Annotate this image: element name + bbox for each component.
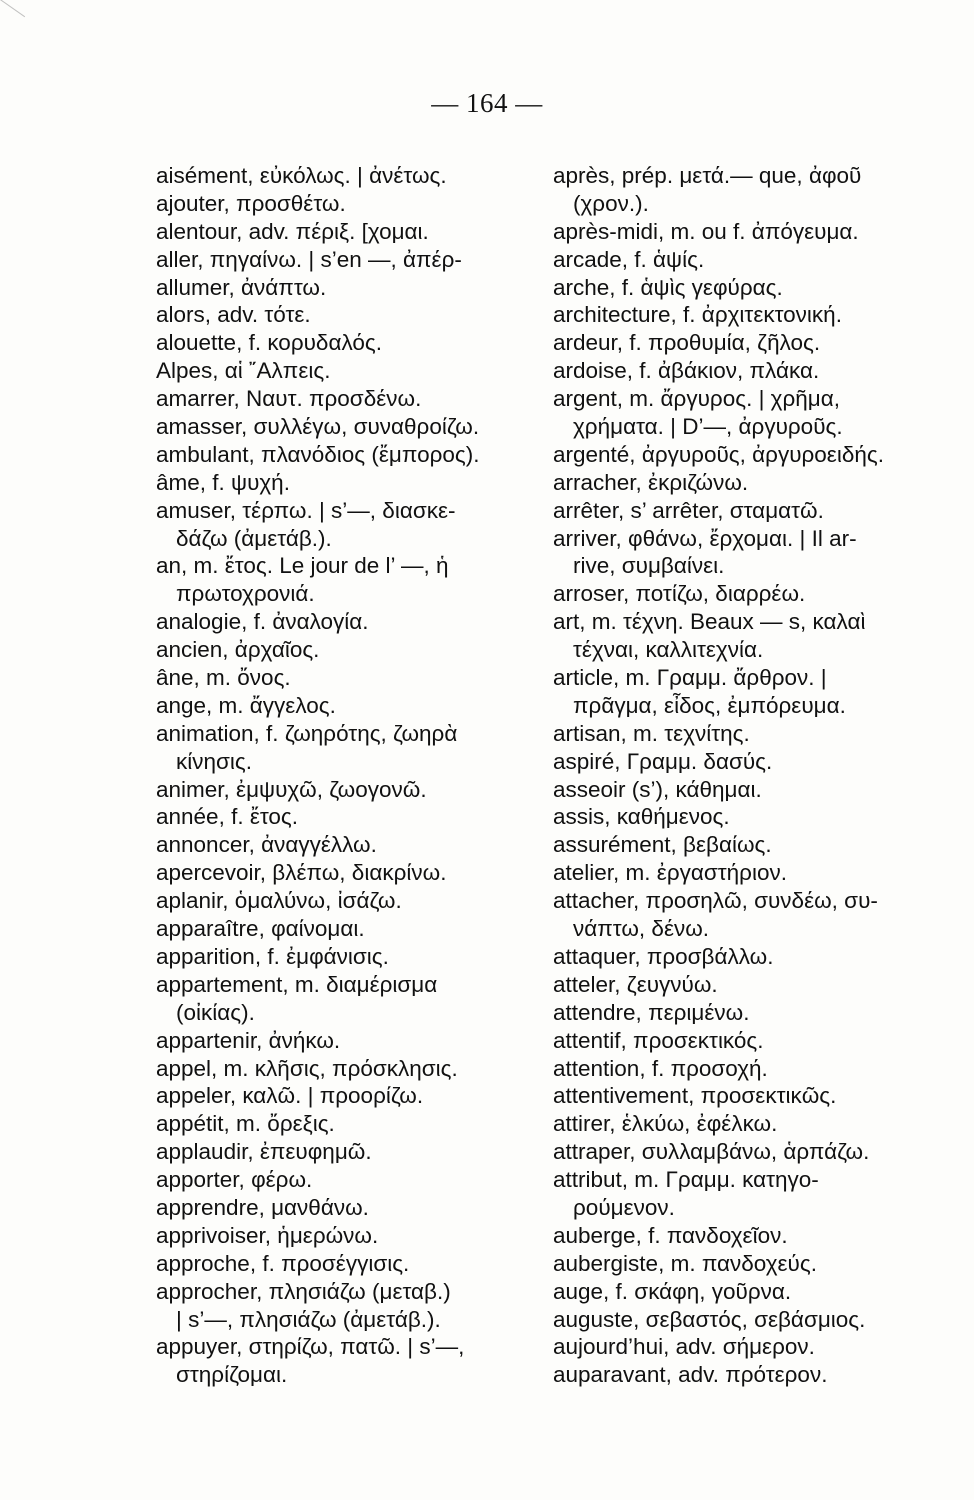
left-entry-line: apprivoiser, ἡμερώνω.: [156, 1222, 379, 1248]
right-entry-line: aubergiste, m. πανδοχεύς.: [553, 1250, 817, 1276]
left-entry-line: apporter, φέρω.: [156, 1167, 313, 1193]
right-entry-line: assis, καθήμενος.: [553, 804, 730, 830]
right-entry-line: arroser, ποτίζω, διαρρέω.: [553, 581, 806, 607]
left-entry-line: alouette, f. κορυδαλός.: [156, 330, 382, 356]
right-entry-line: arrêter, s’ arrêter, σταματῶ.: [553, 497, 824, 523]
left-entry-line: animer, ἐμψυχῶ, ζωογονῶ.: [156, 776, 427, 802]
right-entry-line: attaquer, προσβάλλω.: [553, 943, 774, 969]
page-number: — 164 —: [431, 88, 543, 118]
page-corner-mark: [0, 0, 42, 17]
left-entry-line: annoncer, ἀναγγέλλω.: [156, 832, 377, 858]
left-entry-line: appartement, m. διαμέρισμα: [156, 971, 438, 997]
left-entry-line: approcher, πλησιάζω (μεταβ.): [156, 1278, 451, 1304]
right-entry-line: πρᾶγμα, εἶδος, ἐμπόρευμα.: [573, 692, 846, 718]
right-entry-line: ρούμενον.: [573, 1194, 675, 1220]
right-entry-line: arriver, φθάνω, ἔρχομαι. | Il ar-: [553, 525, 857, 551]
right-entry-line: arracher, ἐκριζώνω.: [553, 469, 749, 495]
left-entry-line: apparaître, φαίνομαι.: [156, 916, 365, 942]
right-entry-line: τέχναι, καλλιτεχνία.: [573, 637, 764, 663]
right-entry-line: attraper, συλλαμβάνω, ἁρπάζω.: [553, 1139, 870, 1165]
right-entry-line: auguste, σεβαστός, σεβάσμιος.: [553, 1306, 866, 1332]
left-entry-line: an, m. ἔτος. Le jour de l’ —, ἡ: [156, 553, 449, 579]
right-entry-line: après-midi, m. ou f. ἀπόγευμα.: [553, 218, 859, 244]
right-entry-line: argenté, ἀργυροῦς, ἀργυροειδής.: [553, 441, 884, 467]
right-entry-line: auparavant, adv. πρότερον.: [553, 1362, 828, 1388]
right-entry-line: auberge, f. πανδοχεῖον.: [553, 1222, 788, 1248]
left-entry-line: στηρίζομαι.: [176, 1362, 288, 1388]
left-entry-line: amuser, τέρπω. | s’—, διασκε-: [156, 497, 456, 523]
right-entry-line: article, m. Γραμμ. ἄρθρον. |: [553, 665, 827, 691]
left-entry-line: âme, f. ψυχή.: [156, 469, 290, 495]
left-entry-line: alors, adv. τότε.: [156, 302, 311, 328]
right-entry-line: attention, f. προσοχή.: [553, 1055, 768, 1081]
left-entry-line: aisément, εὐκόλως. | ἀνέτως.: [156, 163, 447, 188]
left-entry-line: année, f. ἔτος.: [156, 804, 299, 830]
right-entry-line: atelier, m. ἐργαστήριον.: [553, 860, 787, 886]
left-entry-line: ambulant, πλανόδιος (ἔμπορος).: [156, 441, 480, 467]
left-entry-line: | s’—, πλησιάζω (ἀμετάβ.).: [176, 1306, 441, 1332]
right-entry-line: attirer, ἑλκύω, ἐφέλκω.: [553, 1111, 778, 1137]
right-entry-line: atteler, ζευγνύω.: [553, 971, 718, 997]
right-entry-line: νάπτω, δένω.: [573, 916, 710, 942]
left-entry-line: ajouter, προσθέτω.: [156, 190, 346, 216]
left-entry-line: Alpes, αἱ ῎Αλπεις.: [156, 358, 331, 384]
right-entry-line: attacher, προσηλῶ, συνδέω, συ-: [553, 888, 878, 914]
left-entry-line: animation, f. ζωηρότης, ζωηρὰ: [156, 720, 458, 746]
right-entry-line: attribut, m. Γραμμ. κατηγο-: [553, 1167, 819, 1193]
right-entry-line: après, prép. μετά.— que, ἀφοῦ: [553, 163, 862, 188]
right-entry-line: χρήματα. | D’—, ἀργυροῦς.: [573, 414, 843, 440]
left-entry-line: amasser, συλλέγω, συναθροίζω.: [156, 414, 480, 440]
left-entry-line: âne, m. ὄνος.: [156, 665, 291, 691]
left-entry-line: appétit, m. ὄρεξις.: [156, 1111, 335, 1137]
left-entry-line: appuyer, στηρίζω, πατῶ. | s’—,: [156, 1334, 465, 1360]
left-entry-line: apercevoir, βλέπω, διακρίνω.: [156, 860, 447, 886]
left-entry-line: appeler, καλῶ. | προορίζω.: [156, 1083, 424, 1109]
left-entry-line: analogie, f. ἀναλογία.: [156, 609, 369, 635]
left-entry-line: aller, πηγαίνω. | s’en —, ἀπέρ-: [156, 246, 462, 272]
right-entry-line: attentivement, προσεκτικῶς.: [553, 1083, 837, 1109]
left-entry-line: apprendre, μανθάνω.: [156, 1194, 369, 1220]
left-entry-line: ange, m. ἄγγελος.: [156, 692, 336, 718]
right-entry-line: ardeur, f. προθυμία, ζῆλος.: [553, 330, 821, 356]
right-entry-line: art, m. τέχνη. Beaux — s, καλαὶ: [553, 609, 866, 635]
left-entry-line: πρωτοχρονιά.: [176, 581, 315, 607]
right-column: [553, 162, 933, 1389]
left-entry-line: allumer, ἀνάπτω.: [156, 274, 327, 300]
right-entry-line: architecture, f. ἀρχιτεκτονική.: [553, 302, 842, 328]
left-entry-line: appel, m. κλῆσις, πρόσκλησις.: [156, 1055, 458, 1081]
right-entry-line: aspiré, Γραμμ. δασύς.: [553, 748, 773, 774]
left-entry-line: ancien, ἀρχαῖος.: [156, 637, 320, 663]
right-entry-line: arcade, f. ἁψίς.: [553, 246, 705, 272]
left-entry-line: κίνησις.: [176, 748, 252, 774]
left-entry-line: δάζω (ἀμετάβ.).: [176, 525, 332, 551]
right-entry-line: asseoir (s’), κάθημαι.: [553, 776, 762, 802]
right-entry-line: argent, m. ἄργυρος. | χρῆμα,: [553, 386, 841, 412]
left-entry-line: aplanir, ὁμαλύνω, ἰσάζω.: [156, 888, 402, 914]
right-entry-line: rive, συμβαίνει.: [573, 553, 725, 579]
right-entry-line: auge, f. σκάφη, γοῦρνα.: [553, 1278, 792, 1304]
left-entry-line: apparition, f. ἐμφάνισις.: [156, 943, 389, 969]
left-entry-line: applaudir, ἐπευφημῶ.: [156, 1139, 372, 1165]
left-entry-line: amarrer, Ναυτ. προσδένω.: [156, 386, 422, 412]
right-entry-line: (χρον.).: [573, 190, 649, 216]
right-entry-line: ardoise, f. ἀβάκιον, πλάκα.: [553, 358, 820, 384]
right-entry-line: assurément, βεβαίως.: [553, 832, 772, 858]
left-column: [156, 162, 526, 1389]
left-entry-line: appartenir, ἀνήκω.: [156, 1027, 341, 1053]
left-entry-line: (οἰκίας).: [176, 999, 255, 1025]
right-entry-line: arche, f. ἁψὶς γεφύρας.: [553, 274, 783, 300]
left-entry-line: alentour, adv. πέριξ. [χομαι.: [156, 218, 429, 244]
left-entry-line: approche, f. προσέγγισις.: [156, 1250, 410, 1276]
right-entry-line: attentif, προσεκτικός.: [553, 1027, 764, 1053]
right-entry-line: attendre, περιμένω.: [553, 999, 750, 1025]
right-entry-line: aujourd’hui, adv. σήμερον.: [553, 1334, 815, 1360]
right-entry-line: artisan, m. τεχνίτης.: [553, 720, 750, 746]
